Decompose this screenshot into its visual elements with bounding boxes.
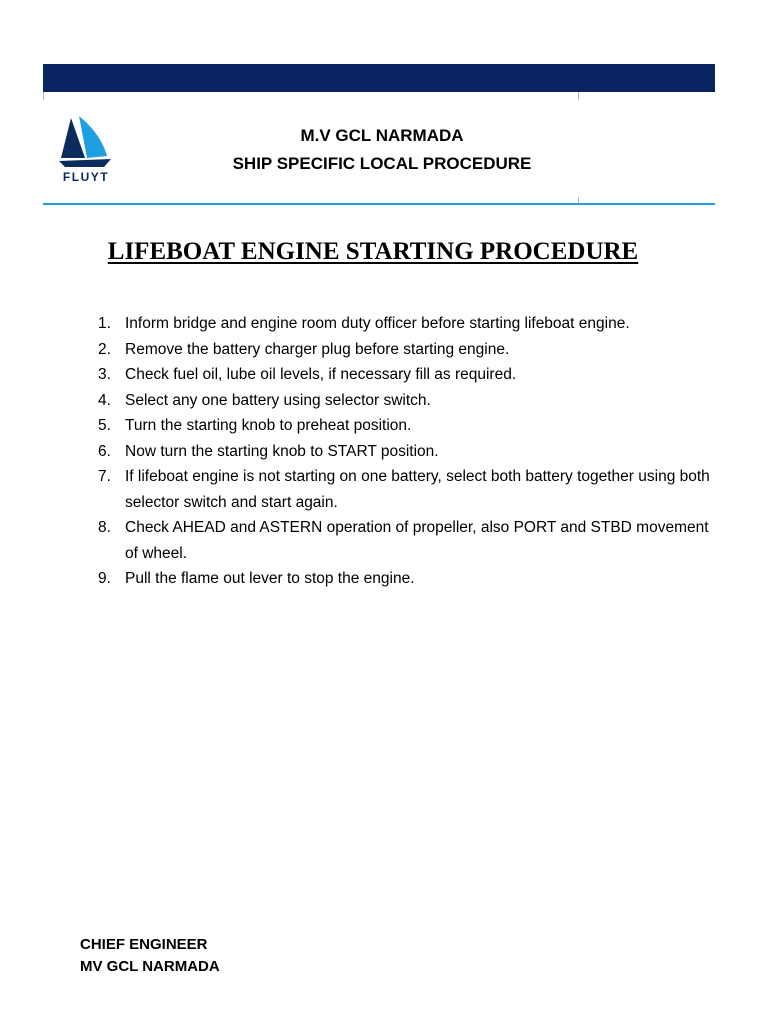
procedure-step [98, 362, 718, 388]
step-text: If lifeboat engine is not starting on one battery, select both battery together using both selector switch and start again. [125, 468, 710, 511]
header-underline [43, 203, 715, 205]
header-bar [43, 64, 715, 92]
company-logo [57, 114, 115, 186]
procedure-step [98, 566, 718, 592]
procedure-step [98, 439, 718, 465]
header-divider-tick [578, 92, 579, 100]
step-text: Turn the starting knob to preheat position. [125, 417, 412, 434]
signatory-vessel: MV GCL NARMADA [80, 958, 220, 975]
procedure-step [98, 515, 718, 566]
step-text: Check fuel oil, lube oil levels, if necessary fill as required. [125, 366, 517, 383]
procedure-step [98, 388, 718, 414]
step-number: 3. [98, 366, 111, 383]
step-text: Now turn the starting knob to START position. [125, 442, 439, 460]
signature-block [80, 934, 220, 978]
step-text: Check AHEAD and ASTERN operation of propeller, also PORT and STBD movement of wheel. [125, 519, 709, 562]
procedure-steps [98, 311, 718, 592]
procedure-step [98, 311, 718, 337]
signatory-role: CHIEF ENGINEER [80, 936, 208, 953]
logo-wordmark: FLUYT [62, 170, 110, 184]
step-number: 7. [98, 468, 111, 485]
header-title [193, 122, 571, 178]
procedure-type: SHIP SPECIFIC LOCAL PROCEDURE [232, 154, 532, 173]
ship-name: M.V GCL NARMADA [300, 126, 464, 145]
procedure-step [98, 464, 718, 515]
header-divider-tick [43, 92, 44, 100]
step-number: 4. [98, 391, 111, 409]
step-text: Select any one battery using selector switch. [125, 391, 431, 409]
step-text: Pull the flame out lever to stop the engine. [125, 570, 415, 587]
document-header [43, 92, 715, 205]
step-number: 8. [98, 519, 111, 536]
step-number: 5. [98, 417, 111, 434]
step-text: Inform bridge and engine room duty officer before starting lifeboat engine. [125, 315, 630, 332]
step-number: 6. [98, 442, 111, 460]
step-number: 1. [98, 315, 111, 332]
step-number: 2. [98, 340, 111, 358]
procedure-step [98, 337, 718, 363]
step-number: 9. [98, 570, 111, 587]
step-text: Remove the battery charger plug before starting engine. [125, 340, 510, 358]
document-title: LIFEBOAT ENGINE STARTING PROCEDURE [107, 238, 639, 265]
logo-sail-front [79, 116, 107, 158]
sailboat-icon [57, 114, 115, 170]
procedure-step [98, 413, 718, 439]
logo-hull [59, 159, 111, 167]
